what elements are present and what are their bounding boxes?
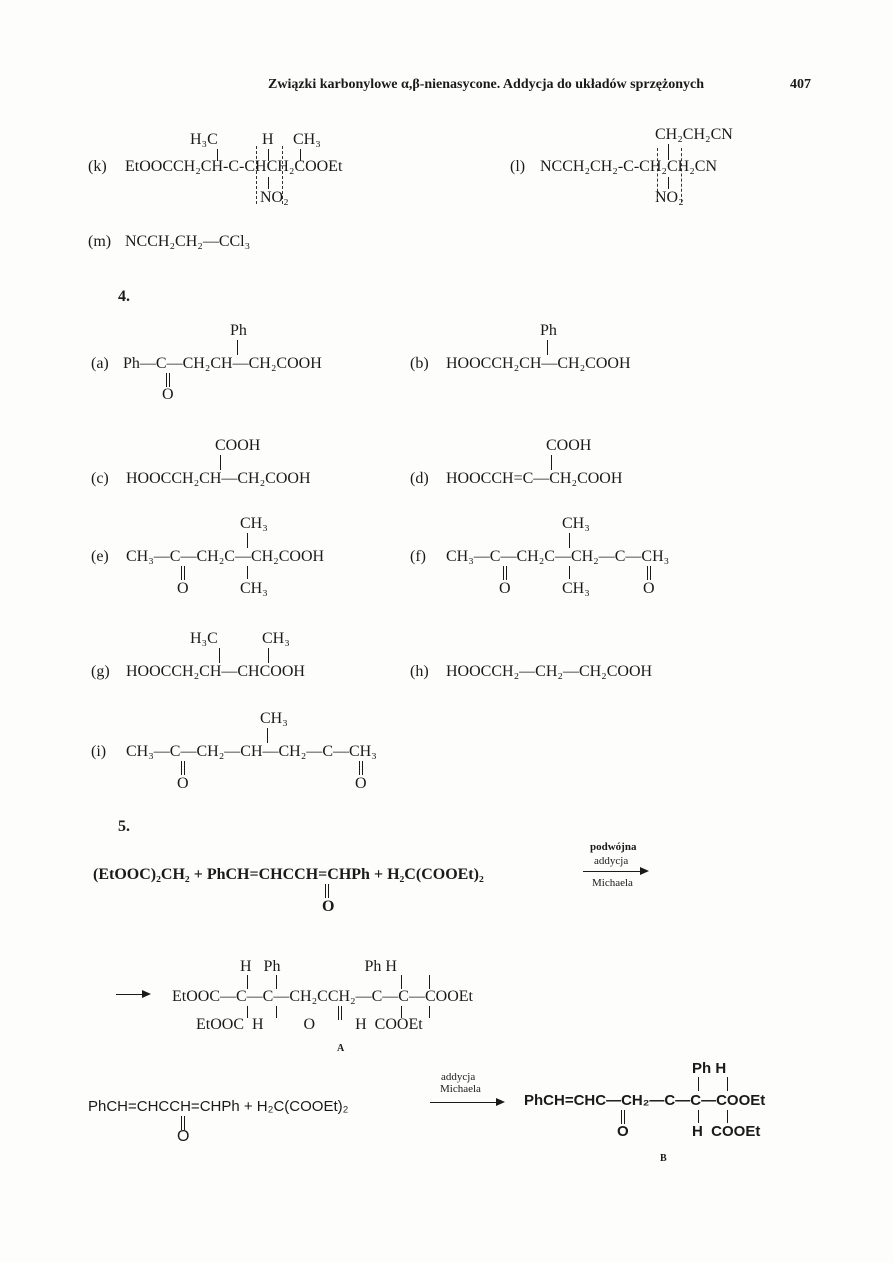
r1-arrow-label-2: addycja <box>594 855 629 867</box>
r2-bottom-rest: H COOEt <box>692 1123 761 1140</box>
f-bottom-o2: O <box>643 580 655 597</box>
h-main: HOOCCH₂—CH₂—CH₂COOH <box>446 663 653 680</box>
pA-bond-2 <box>276 975 277 989</box>
r1-carbonyl-o: O <box>322 898 335 915</box>
l-main: NCCH₂CH₂-C-CH₂CH₂CN <box>540 158 717 175</box>
pA-label: A <box>337 1043 345 1054</box>
r1-arrow-line <box>583 871 641 872</box>
g-bond-2 <box>268 648 269 663</box>
pA-bond-3 <box>401 975 402 989</box>
r2-bond-3 <box>698 1110 699 1123</box>
k-top-ch3: CH₃ <box>293 131 321 148</box>
e-main: CH₃—C—CH₂C—CH₂COOH <box>126 548 325 565</box>
d-bond-top <box>551 455 552 470</box>
r1-arrow-head <box>640 867 649 875</box>
e-bottom-o: O <box>177 580 189 597</box>
m-main: NCCH₂CH₂—CCl₃ <box>125 233 251 250</box>
label-d: (d) <box>410 470 429 487</box>
f-bond-bottom <box>569 566 570 579</box>
r2-product-double-bond <box>621 1110 625 1124</box>
b-bond-top <box>547 340 548 355</box>
r2-top: Ph H <box>692 1060 727 1077</box>
i-double-bond-1 <box>181 761 185 775</box>
page-number: 407 <box>790 77 811 92</box>
r1-reactants: (EtOOC)₂CH₂ + PhCH=CHCCH=CHPh + H₂C(COOEt)₂ <box>93 866 484 883</box>
g-main: HOOCCH₂CH—CHCOOH <box>126 663 305 680</box>
pA-arrow-head <box>142 990 151 998</box>
b-main: HOOCCH₂CH—CH₂COOH <box>446 355 631 372</box>
pA-bond-8 <box>429 1006 430 1018</box>
a-top-ph: Ph <box>230 322 247 339</box>
e-double-bond <box>181 566 185 580</box>
i-double-bond-2 <box>359 761 363 775</box>
r2-reactants: PhCH=CHCCH=CHPh + H₂C(COOEt)₂ <box>88 1098 349 1115</box>
a-bond-top <box>237 340 238 355</box>
g-top-h3c: H₃C <box>190 630 218 647</box>
r2-product: PhCH=CHC—CH₂—C—C—COOEt <box>524 1092 766 1109</box>
label-a: (a) <box>91 355 109 372</box>
f-double-bond-1 <box>503 566 507 580</box>
label-c: (c) <box>91 470 109 487</box>
k-main: EtOOCCH₂CH-C-CHCH₂COOEt <box>125 158 343 175</box>
f-main: CH₃—C—CH₂C—CH₂—C—CH₃ <box>446 548 670 565</box>
label-m: (m) <box>88 233 112 250</box>
r2-arrow-label-2: Michaela <box>440 1083 481 1095</box>
k-bond-4 <box>268 177 269 189</box>
i-bottom-o1: O <box>177 775 189 792</box>
label-i: (i) <box>91 743 107 760</box>
r2-bond-1 <box>698 1077 699 1091</box>
r1-arrow-label-3: Michaela <box>592 877 633 889</box>
b-top-ph: Ph <box>540 322 557 339</box>
a-bottom-o: O <box>162 386 174 403</box>
f-bond-top <box>569 533 570 548</box>
r1-carbonyl-double-bond <box>325 884 329 898</box>
c-main: HOOCCH₂CH—CH₂COOH <box>126 470 311 487</box>
e-top-ch3: CH₃ <box>240 515 268 532</box>
a-main: Ph—C—CH₂CH—CH₂COOH <box>123 355 322 372</box>
e-bond-bottom <box>247 566 248 579</box>
k-top-h3c: H₃C <box>190 131 218 148</box>
r2-label-b: B <box>660 1153 667 1164</box>
r2-carbonyl-o: O <box>177 1128 190 1145</box>
section-4-label: 4. <box>118 288 130 305</box>
label-b: (b) <box>410 355 429 372</box>
r2-bottom-o: O <box>617 1123 629 1140</box>
k-bottom-no2: NO₂ <box>260 189 289 206</box>
c-top-cooh: COOH <box>215 437 261 454</box>
label-f: (f) <box>410 548 426 565</box>
i-bond-top <box>267 728 268 743</box>
page-header-title: Związki karbonylowe α,β-nienasycone. Addycja do układów sprzężonych <box>268 77 705 92</box>
pA-bond-1 <box>247 975 248 989</box>
label-l: (l) <box>510 158 526 175</box>
i-main: CH₃—C—CH₂—CH—CH₂—C—CH₃ <box>126 743 377 760</box>
l-bond-bottom <box>668 177 669 189</box>
pA-bond-4 <box>429 975 430 989</box>
f-top-ch3: CH₃ <box>562 515 590 532</box>
label-h: (h) <box>410 663 429 680</box>
f-bottom-ch3: CH₃ <box>562 580 590 597</box>
f-bottom-o1: O <box>499 580 511 597</box>
i-bottom-o2: O <box>355 775 367 792</box>
pA-arrow-line <box>116 994 144 995</box>
label-k: (k) <box>88 158 107 175</box>
pA-main: EtOOC—C—C—CH₂CCH₂—C—C—COOEt <box>172 988 473 1005</box>
i-top-ch3: CH₃ <box>260 710 288 727</box>
a-double-bond <box>166 373 170 387</box>
section-5-label: 5. <box>118 818 130 835</box>
label-g: (g) <box>91 663 110 680</box>
r2-arrow-head <box>496 1098 505 1106</box>
c-bond-top <box>220 455 221 470</box>
d-main: HOOCCH=C—CH₂COOH <box>446 470 623 487</box>
r2-bond-2 <box>727 1077 728 1091</box>
g-top-ch3: CH₃ <box>262 630 290 647</box>
l-top: CH₂CH₂CN <box>655 126 733 143</box>
r2-bond-4 <box>727 1110 728 1123</box>
pA-bottom: EtOOC H O H COOEt <box>196 1016 423 1033</box>
label-e: (e) <box>91 548 109 565</box>
l-bottom-no2: NO₂ <box>655 189 684 206</box>
e-bond-top <box>247 533 248 548</box>
r2-arrow-line <box>430 1102 498 1103</box>
r2-arrow-label-1: addycja <box>441 1071 476 1083</box>
g-bond-1 <box>219 648 220 663</box>
f-double-bond-2 <box>647 566 651 580</box>
e-bottom-ch3: CH₃ <box>240 580 268 597</box>
d-top-cooh: COOH <box>546 437 592 454</box>
r1-arrow-label-1: podwójna <box>590 841 637 853</box>
k-top-h: H <box>262 131 274 148</box>
pA-top: H Ph Ph H <box>240 958 397 975</box>
